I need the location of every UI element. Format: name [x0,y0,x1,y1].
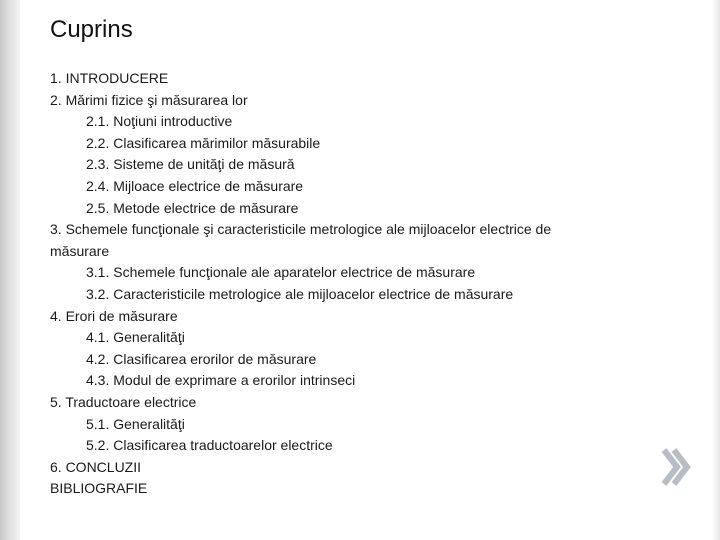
toc-subitem: 2.2. Clasificarea mărimilor măsurabile [86,134,321,151]
toc-item: 5. Traductoare electrice [50,393,197,410]
toc-subitem: 3.2. Caracteristicile metrologice ale mijloacelor electrice de măsurare [86,285,514,302]
toc-item: 6. CONCLUZII [50,458,142,475]
toc-subitem: 4.2. Clasificarea erorilor de măsurare [86,350,317,367]
toc-subitem: 2.3. Sisteme de unităţi de măsură [86,156,295,173]
toc-subitem: 5.1. Generalităţi [86,415,185,432]
toc-subitem: 5.2. Clasificarea traductoarelor electrice [86,437,333,454]
toc-subitem: 2.5. Metode electrice de măsurare [86,199,299,216]
toc-item: 2. Mărimi fizice şi măsurarea lor [50,91,248,108]
toc-item: BIBLIOGRAFIE [50,480,148,497]
toc-item: 1. INTRODUCERE [50,70,169,86]
toc-subitem: 3.1. Schemele funcţionale ale aparatelor electrice de măsurare [86,264,476,281]
slide-title: Cuprins [50,16,133,43]
toc-item: 4. Erori de măsurare [50,307,178,324]
toc-item: 3. Schemele funcţionale şi caracteristicile metrologice ale mijloacelor electrice de măsurare [50,221,552,259]
slide-left-band [0,0,20,540]
next-slide-button[interactable] [660,446,692,488]
toc-subitem: 2.4. Mijloace electrice de măsurare [86,177,304,194]
table-of-contents [50,68,610,500]
toc-subitem: 2.1. Noţiuni introductive [86,113,233,130]
toc-subitem: 4.1. Generalităţi [86,329,185,346]
toc-subitem: 4.3. Modul de exprimare a erorilor intrinseci [86,372,356,389]
slide-right-edge [712,0,720,540]
chevron-right-double-icon [660,446,692,488]
